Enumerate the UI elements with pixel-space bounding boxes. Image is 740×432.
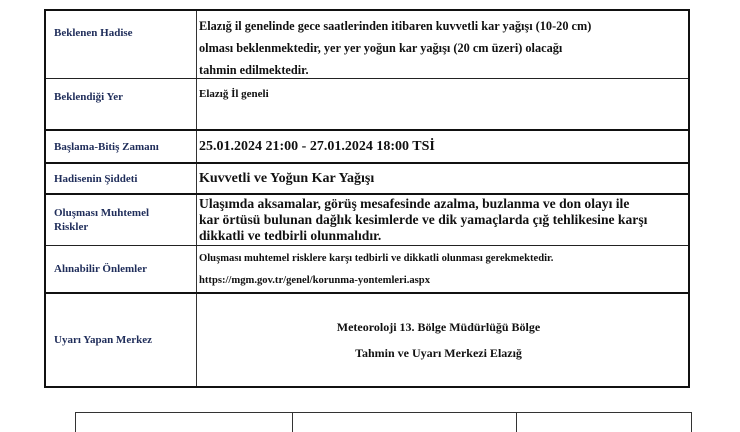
row-start-end-time: [46, 129, 688, 162]
second-table-cell: [293, 413, 517, 432]
label-start-end-time: Başlama-Bitiş Zamanı: [46, 131, 197, 162]
label-issuing-center: Uyarı Yapan Merkez: [46, 294, 197, 386]
label-precautions: Alınabilir Önlemler: [46, 246, 197, 292]
value-expected-event: Elazığ il genelinde gece saatlerinden itibaren kuvvetli kar yağışı (10-20 cm) olması beklenmektedir, yer yer yoğun kar yağışı (20 cm üzeri) olacağı tahmin edilmektedir.: [199, 19, 592, 77]
row-expected-location: [46, 78, 688, 129]
value-issuing-center: Meteoroloji 13. Bölge Müdürlüğü Bölge Tahmin ve Uyarı Merkezi Elazığ: [336, 320, 541, 360]
value-expected-location: Elazığ İl geneli: [199, 88, 269, 100]
precautions-link[interactable]: https://mgm.gov.tr/genel/korunma-yontemleri.aspx: [199, 275, 430, 286]
second-table-top: [75, 412, 692, 432]
value-severity: Kuvvetli ve Yoğun Kar Yağışı: [199, 170, 375, 186]
label-expected-location: Beklendiği Yer: [46, 79, 197, 129]
value-possible-risks: Ulaşımda aksamalar, görüş mesafesinde azalma, buzlanma ve don olayı ile kar örtüsü bulunan dağlık kesimlerde ve dik yamaçlarda çığ tehlikesine karşı dikkatli ve tedbirli olunmalıdır.: [199, 196, 648, 243]
warning-table: [44, 9, 690, 388]
label-expected-event: Beklenen Hadise: [46, 11, 197, 78]
row-issuing-center: [46, 292, 688, 386]
row-severity: [46, 162, 688, 193]
value-precautions: Oluşması muhtemel risklere karşı tedbirli ve dikkatli olunması gerekmektedir. https://mgm.gov.tr/genel/korunma-yontemleri.aspx: [197, 246, 688, 292]
label-severity: Hadisenin Şiddeti: [46, 164, 197, 193]
label-possible-risks: Oluşması Muhtemel Riskler: [46, 195, 197, 245]
second-table-cell: [517, 413, 691, 432]
row-precautions: [46, 245, 688, 292]
row-expected-event: [46, 11, 688, 78]
row-possible-risks: [46, 193, 688, 245]
second-table-cell: [76, 413, 293, 432]
value-start-end-time: 25.01.2024 21:00 - 27.01.2024 18:00 TSİ: [199, 138, 435, 154]
